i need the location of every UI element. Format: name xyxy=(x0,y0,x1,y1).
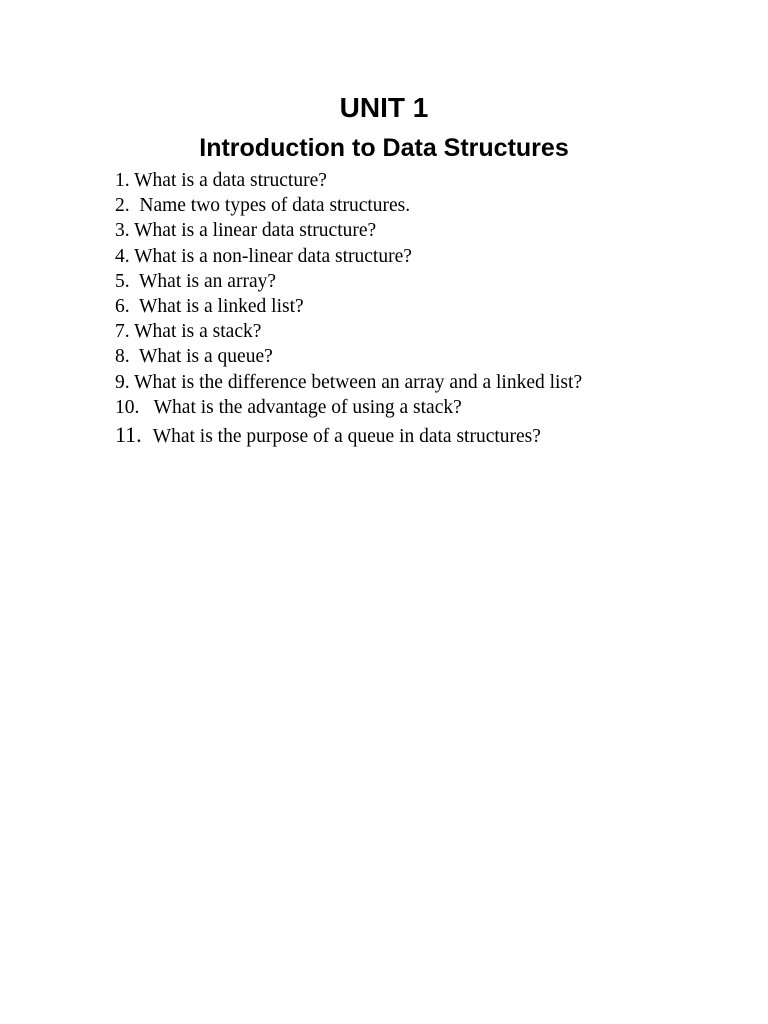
question-number: 7. xyxy=(115,321,135,343)
question-number: 2. xyxy=(115,195,140,217)
question-item xyxy=(115,218,735,243)
unit-heading: UNIT 1 xyxy=(339,92,429,123)
topic-heading: Introduction to Data Structures xyxy=(199,134,569,162)
question-item xyxy=(115,168,735,193)
question-text: What is a data structure? xyxy=(134,170,327,191)
question-text: What is the purpose of a queue in data structures? xyxy=(152,425,541,447)
question-item xyxy=(115,244,735,269)
question-item xyxy=(115,422,735,447)
question-number: 11. xyxy=(115,421,153,447)
question-item xyxy=(115,344,735,369)
question-text: What is a linear data structure? xyxy=(134,220,377,242)
question-number: 9. xyxy=(115,371,135,393)
question-text: Name two types of data structures. xyxy=(139,195,411,217)
question-text: What is a stack? xyxy=(134,321,262,343)
question-item xyxy=(115,370,735,395)
question-number: 3. xyxy=(115,220,135,242)
question-item xyxy=(115,193,735,218)
question-number: 10. xyxy=(115,396,154,418)
question-text: What is the difference between an array and a linked list? xyxy=(134,371,583,393)
question-item xyxy=(115,319,735,344)
question-text: What is the advantage of using a stack? xyxy=(153,396,462,418)
question-text: What is an array? xyxy=(139,270,276,292)
question-number: 8. xyxy=(115,346,140,368)
question-list xyxy=(115,168,735,447)
question-number: 5. xyxy=(115,270,140,292)
question-item xyxy=(115,294,735,319)
question-text: What is a non-linear data structure? xyxy=(134,245,412,267)
question-text: What is a linked list? xyxy=(139,295,304,317)
question-number: 6. xyxy=(115,295,140,317)
question-text: What is a queue? xyxy=(139,346,273,368)
question-number: 1. xyxy=(115,170,135,191)
question-item xyxy=(115,269,735,294)
question-number: 4. xyxy=(115,245,135,267)
question-item xyxy=(115,395,735,420)
